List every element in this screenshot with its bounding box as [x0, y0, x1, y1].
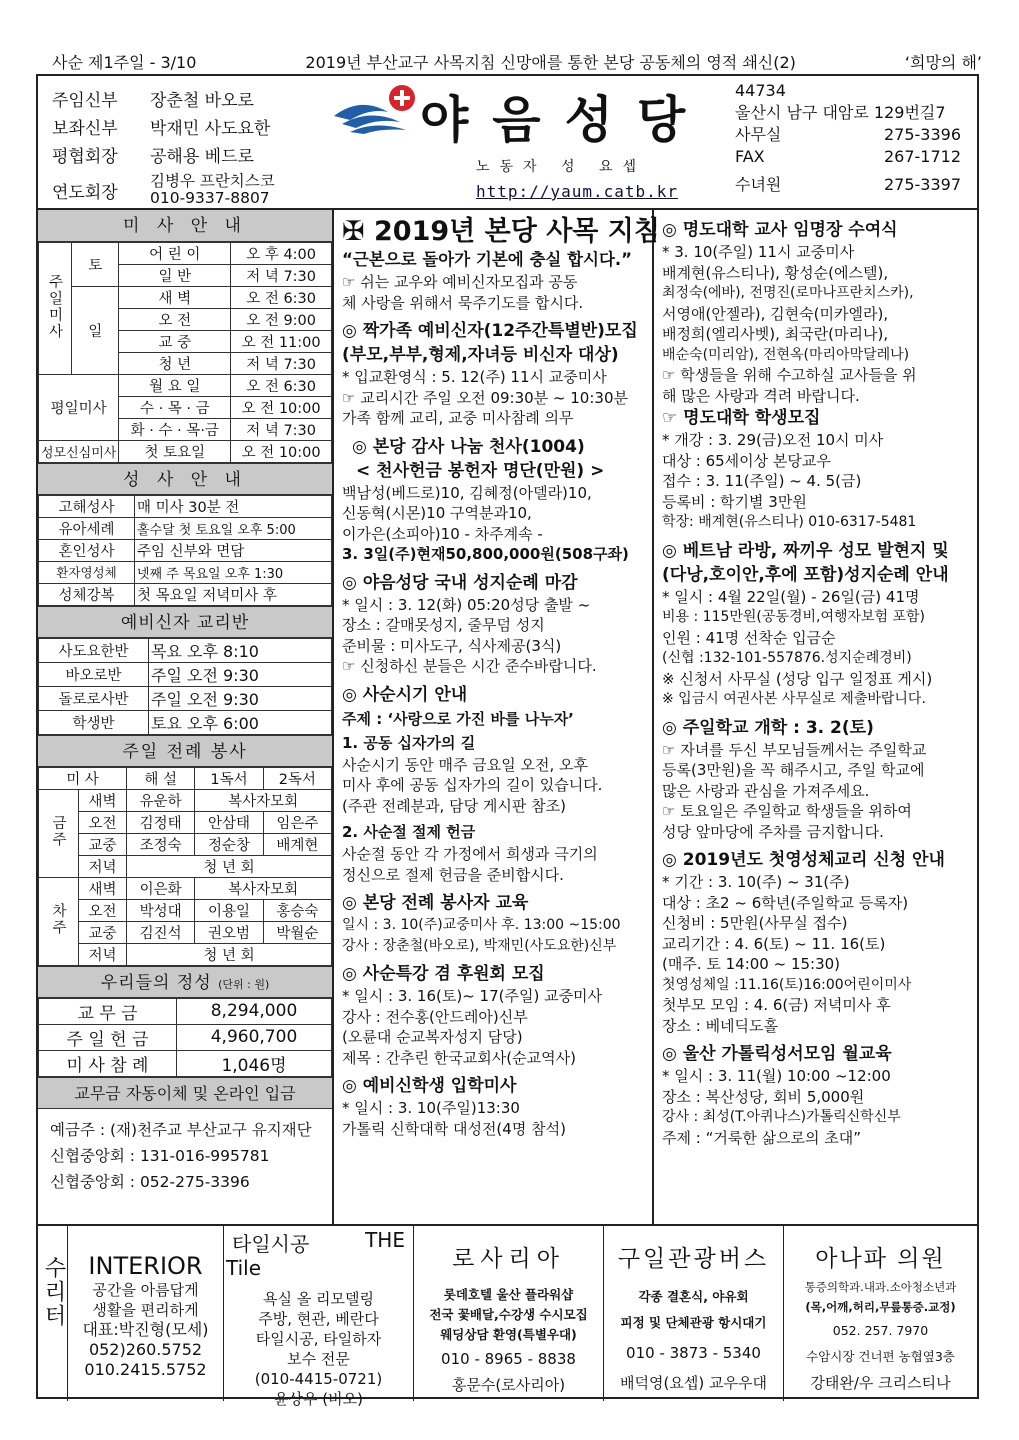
announcements-column-1: ✠ 2019년 본당 사목 지침 “근본으로 돌아가 기본에 충실 합시다.” ☞ 쉬는 교우와 예비신자모집과 공동 체 사랑을 위해서 묵주기도를 합시다. ◎ 짝가족 예비신자(12주간특별반)모집 (부모,부부,형제,자녀등 비신자 대상) * 입교환영식 : 5. 12(주) 11시 교중미사 ☞ 교리시간 주일 오전 09:30분 ~ 10:30분 가족 함께 교리, 교중 미사참례 의무 ◎ 본당 감사 나눔 천사(1004) < 천사헌금 봉헌자 명단(만원) > 백남성(베드로)10, 김혜정(아델라)10, 신동혁(시몬)10 구역분과10, 이가은(소피아)10 - 차주계속 - 3. 3일(주)현재50,800,000원(508구좌) ◎ 야음성당 국내 성지순례 마감 * 일시 : 3. 12(화) 05:20성당 출발 ~ 장소 : 갈매못성지, 줄무덤 성지 준비물 : 미사도구, 식사제공(3식) ☞ 신청하신 분들은 시간 준수바랍니다. ◎ 사순시기 안내 주제 : ‘사랑으로 가진 바를 나누자’ 1. 공동 십자가의 길 사순시기 동안 매주 금요일 오전, 오후 미사 후에 공동 십자가의 길이 있습니다. (주관 전례분과, 담당 게시판 참조) 2. 사순절 절제 헌금 사순절 동안 각 가정에서 희생과 극기의 정신으로 절제 헌금을 준비합시다. ◎ 본당 전례 봉사자 교육 일시 : 3. 10(주)교중미사 후. 13:00 ~15:00 강사 : 장춘철(바오로), 박재민(사도요한)신부 ◎ 사순특강 겸 후원회 모집 * 일시 : 3. 16(토)~ 17(주일) 교중미사 강사 : 전수홍(안드레아)신부 (오륜대 순교복자성지 담당) 제목 : 간추린 한국교회사(순교역사) ◎ 예비신학생 입학미사 * 일시 : 3. 10(주일)13:30 가톨릭 신학대학 대성전(4명 참석): [336, 210, 654, 1224]
table-row: 미 사 해 설 1독서 2독서: [39, 767, 332, 789]
masthead: [38, 76, 977, 210]
ad-interior: INTERIOR 공간을 아름답게 생활을 편리하게 대표:박진형(모세) 052)260.5752 010.2415.5752: [68, 1226, 224, 1401]
announcement-heading: ◎ 본당 감사 나눔 천사(1004): [352, 436, 585, 457]
table-row: 청 년 저 녁 7:30: [39, 353, 332, 375]
ad-tile: 타일시공 THE Tile 욕실 올 리모델링 주방, 현관, 베란다 타일시공, 타일하자 보수 전문 (010-4415-0721) 윤상우 (비오): [224, 1226, 414, 1401]
table-row: 주일미사 토 어 린 이 오 후 4:00: [39, 243, 332, 265]
bank-account: 신협중앙회 : 131-016-995781: [50, 1146, 270, 1165]
announcement-heading: ☞ 명도대학 학생모집: [662, 408, 821, 428]
staff-list: [52, 84, 342, 212]
sacrament-guide-title: 성 사 안 내: [38, 463, 332, 495]
schedule-column: [38, 210, 334, 1224]
table-row: 평일미사 월 요 일 오 전 6:30: [39, 375, 332, 397]
announcement-heading: ◎ 본당 전례 봉사자 교육: [342, 893, 529, 913]
bulletin-header-line: [52, 50, 982, 73]
table-row: 교중 김진석 권오범 박월순: [39, 921, 332, 943]
staff-row: 평협회장 공해용 베드로: [52, 146, 254, 167]
liturgy-service-table: [38, 767, 332, 966]
table-row: 차주 새벽 이은화 복사자모회: [39, 877, 332, 899]
issue-date: 사순 제1주일 - 3/10: [52, 53, 197, 72]
table-row: 학생반 토요 오후 6:00: [39, 710, 332, 734]
postcode: 44734: [735, 81, 786, 100]
announcement-heading: ◎ 울산 가톨릭성서모임 월교육: [662, 1044, 892, 1064]
announcement-heading: ◎ 베트남 라방, 짜끼우 성모 발현지 및: [662, 540, 949, 561]
table-row: 오전 박성대 이용일 홍승숙: [39, 899, 332, 921]
offerings-title: 우리들의 정성 (단위 : 원): [38, 966, 332, 998]
ad-section-label: 수리터: [38, 1226, 68, 1401]
staff-row: 보좌신부 박재민 사도요한: [52, 118, 271, 139]
table-row: 성체강복 첫 목요일 저녁미사 후: [39, 583, 332, 605]
table-row: 일 반 저 녁 7:30: [39, 265, 332, 287]
announcement-heading: ◎ 사순특강 겸 후원회 모집: [342, 964, 545, 984]
table-row: 오 전 오 전 9:00: [39, 309, 332, 331]
diocese-theme: 2019년 부산교구 사목지침 신망애를 통한 본당 공동체의 영적 쇄신(2): [305, 53, 796, 72]
announcement-heading: ◎ 사순시기 안내: [342, 684, 468, 705]
pastoral-motto: “근본으로 돌아가 기본에 충실 합시다.”: [342, 250, 633, 269]
year-theme: ‘희망의 해’: [904, 53, 982, 72]
mass-schedule-table: [38, 242, 332, 463]
table-row: 고해성사 매 미사 30분 전: [39, 496, 332, 518]
announcement-heading: ◎ 주일학교 개학 : 3. 2(토): [662, 717, 874, 738]
convent-phone: 수녀원 275-3397: [735, 175, 961, 194]
table-row: 교 중 오 전 11:00: [39, 331, 332, 353]
table-row: 교 무 금 8,294,000: [39, 998, 332, 1024]
table-row: 돌로로사반 주일 오전 9:30: [39, 686, 332, 710]
table-row: 주 일 헌 금 4,960,700: [39, 1024, 332, 1050]
bank-info: [38, 1109, 332, 1203]
table-row: 화 · 수 · 목·금 저 녁 7:30: [39, 419, 332, 441]
advertisement-strip: [38, 1224, 977, 1408]
table-row: 수 · 목 · 금 오 전 10:00: [39, 397, 332, 419]
table-row: 바오로반 주일 오전 9:30: [39, 662, 332, 686]
patron-saint: 노동자 성 요셉: [476, 159, 647, 175]
offerings-table: [38, 998, 332, 1077]
table-row: 환자영성체 넷째 주 목요일 오후 1:30: [39, 562, 332, 584]
catechumen-table: [38, 638, 332, 735]
staff-row: 주임신부 장춘철 바오로: [52, 90, 254, 111]
table-row: 일 새 벽 오 전 6:30: [39, 287, 332, 309]
table-row: 금주 새벽 유운하 복사자모회: [39, 789, 332, 811]
address: 울산시 남구 대암로 129번길7: [735, 103, 946, 122]
staff-row: 연도회장 김병우 프란치스코 010-9337-8807: [52, 172, 275, 207]
account-holder: 예금주 : (재)천주교 부산교구 유지재단: [50, 1120, 312, 1139]
church-name: 야음성당: [420, 91, 710, 149]
table-row: 저녁 청 년 회: [39, 855, 332, 877]
announcement-heading: ◎ 명도대학 교사 임명장 수여식: [662, 220, 898, 240]
table-row: 혼인성사 주임 신부와 면담: [39, 540, 332, 562]
announcement-heading: ◎ 짝가족 예비신자(12주간특별반)모집: [342, 321, 638, 341]
table-row: 유아세례 홀수달 첫 토요일 오후 5:00: [39, 518, 332, 540]
table-row: 미 사 참 례 1,046명: [39, 1050, 332, 1076]
mass-guide-title: 미 사 안 내: [38, 210, 332, 242]
table-row: 교중 조정숙 정순창 배계현: [39, 833, 332, 855]
church-logo-icon: [330, 82, 426, 136]
table-row: 사도요한반 목요 오후 8:10: [39, 638, 332, 662]
ad-tour-bus: 구일관광버스 각종 결혼식, 야유회 피정 및 단체관광 항시대기 010 - 3873 - 5340 배덕영(요셉) 교우우대: [604, 1226, 784, 1401]
table-row: 성모신심미사 첫 토요일 오 전 10:00: [39, 441, 332, 463]
contact-block: [735, 80, 975, 196]
pastoral-guideline-title: ✠ 2019년 본당 사목 지침: [342, 216, 660, 247]
ad-rosaria: 로사리아 롯데호텔 울산 플라워샵 전국 꽃배달,수강생 수시모집 웨딩상담 환영(특별우대) 010 - 8965 - 8838 홍문수(로사리아): [414, 1226, 604, 1401]
bank-account: 신협중앙회 : 052-275-3396: [50, 1172, 250, 1191]
catechumen-title: 예비신자 교리반: [38, 606, 332, 638]
fax-number: FAX 267-1712: [735, 147, 961, 166]
liturgy-service-title: 주일 전례 봉사: [38, 735, 332, 767]
table-row: 오전 김정태 안삼태 임은주: [39, 811, 332, 833]
autopay-title: 교무금 자동이체 및 온라인 입금: [38, 1077, 332, 1109]
church-website-link[interactable]: http://yaum.catb.kr: [476, 182, 679, 201]
ad-clinic: 아나파 의원 통증의학과.내과.소아청소년과 (목,어깨,허리,무릎통증.교정) 052. 257. 7970 수암시장 건너편 농협옆3층 강태완/우 크리스티나: [804, 1246, 957, 1392]
sacrament-table: [38, 495, 332, 606]
announcement-heading: ◎ 야음성당 국내 성지순례 마감: [342, 572, 578, 593]
announcement-heading: ◎ 예비신학생 입학미사: [342, 1076, 517, 1096]
office-phone: 사무실 275-3396: [735, 125, 961, 144]
table-row: 저녁 청 년 회: [39, 943, 332, 965]
announcement-heading: ◎ 2019년도 첫영성체교리 신청 안내: [662, 850, 945, 870]
bulletin-frame: [36, 74, 979, 1408]
announcements-column-2: ◎ 명도대학 교사 임명장 수여식 * 3. 10(주일) 11시 교중미사 배계현(유스티나), 황성순(에스텔), 최정숙(에바), 전명진(로마나프란치스카), 서영애(안젤라), 김현숙(미카엘라), 배정희(엘리사벳), 최국란(마리나), 배순숙(미리암), 전현옥(마리아막달레나) ☞ 학생들을 위해 수고하실 교사들을 위 해 많은 사랑과 격려 바랍니다. ☞ 명도대학 학생모집 * 개강 : 3. 29(금)오전 10시 미사 대상 : 65세이상 본당교우 접수 : 3. 11(주일) ~ 4. 5(금) 등록비 : 학기별 3만원 학장: 배계현(유스티나) 010-6317-5481 ◎ 베트남 라방, 짜끼우 성모 발현지 및 (다낭,호이안,후에 포함)성지순례 안내 * 일시 : 4월 22일(월) - 26일(금) 41명 비용 : 115만원(공동경비,여행자보험 포함) 인원 : 41명 선착순 입금순 (신협 :132-101-557876.성지순례경비) ※ 신청서 사무실 (성당 입구 일정표 게시) ※ 입금시 여권사본 사무실로 제출바랍니다. ◎ 주일학교 개학 : 3. 2(토) ☞ 자녀를 두신 부모님들께서는 주일학교 등록(3만원)을 꼭 해주시고, 주일 학교에 많은 사랑과 관심을 가져주세요. ☞ 토요일은 주일학교 학생들을 위하여 성당 앞마당에 주차를 금지합니다. ◎ 2019년도 첫영성체교리 신청 안내 * 기간 : 3. 10(주) ~ 31(주) 대상 : 초2 ~ 6학년(주일학교 등록자) 신청비 : 5만원(사무실 접수) 교리기간 : 4. 6(토) ~ 11. 16(토) (매주. 토 14:00 ~ 15:30) 첫영성체일 :11.16(토)16:00어린이미사 첫부모 모임 : 4. 6(금) 저녁미사 후 장소 : 베네딕도홀 ◎ 울산 가톨릭성서모임 월교육 * 일시 : 3. 11(월) 10:00 ~12:00 장소 : 복산성당, 회비 5,000원 강사 : 최성(T.아퀴나스)가톨릭신학신부 주제 : “거룩한 삶으로의 초대”: [656, 210, 977, 1224]
